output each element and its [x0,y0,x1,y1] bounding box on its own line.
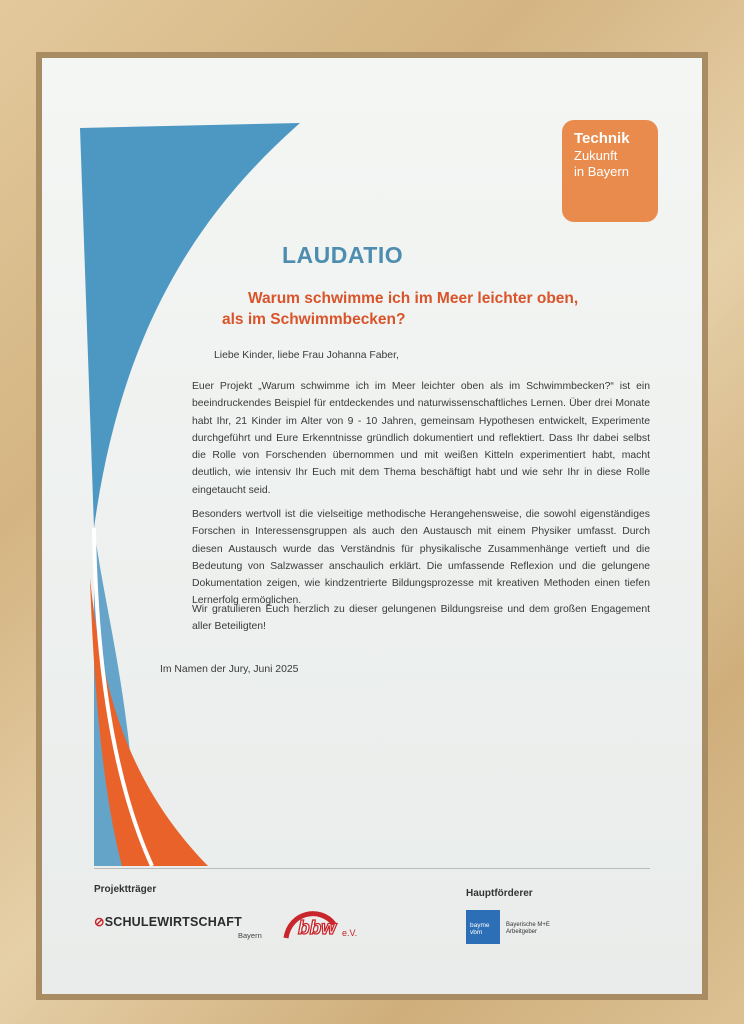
bayme-text: Bayerische M+E Arbeitgeber [506,922,550,935]
sponsor-label: Projektträger [94,884,157,895]
footer-divider [94,868,650,869]
schulewirtschaft-logo [94,914,242,929]
logo-line-2: Zukunft [574,148,618,163]
paragraph-3: Wir gratulieren Euch herzlich zu dieser gelungenen Bildungsreise und dem großen Engagement aller Beteiligten! [192,604,650,633]
subtitle-line-1: Warum schwimme ich im Meer leichter oben, [248,290,579,307]
logo-line-1: Technik [574,130,630,147]
check-icon: ⊘ [94,915,105,929]
main-sponsor-label: Hauptförderer [466,888,533,899]
paragraph-1: Euer Projekt „Warum schwimme ich im Meer leichter oben als im Schwimmbecken?“ ist ein beeindruckendes Beispiel für entdeckendes und naturwissenschaftliches Lernen. Über drei Monate habt Ihr, 21 Kinder im Alter von 9 - 10 Jahren, gemeinsam Hypothesen entwickelt, Experimente durchgeführt und Eure Erkenntnisse gründlich dokumentiert und reflektiert. Dass Ihr dabei selbst die Rolle von Forschenden übernommen und mit weißen Kitteln experimentiert habt, macht deutlich, wie intensiv Ihr Euch mit dem Thema beschäftigt habt und wie sehr Ihr in diese Rolle eingetaucht seid. [192,381,650,496]
signoff: Im Namen der Jury, Juni 2025 [160,664,299,675]
greeting: Liebe Kinder, liebe Frau Johanna Faber, [214,350,399,361]
bayme-logo: bayme vbm [466,910,500,944]
subtitle-line-2: als im Schwimmbecken? [222,311,406,328]
certificate-paper [42,58,702,994]
subtitle [222,288,582,330]
page-title: LAUDATIO [282,242,404,268]
bbw-text: bbw [298,918,336,939]
technik-zukunft-logo [562,120,658,222]
schulewirtschaft-name: SCHULEWIRTSCHAFT [104,915,242,929]
bbw-logo [280,904,370,949]
paragraph-2: Besonders wertvoll ist die vielseitige methodische Herangehensweise, die sowohl eigenständiges Forschen in Interessensgruppen als auch den Austausch mit einem Physiker umfasst. Durch diesen Austausch wurde das Verständnis für physikalische Zusammenhänge vertieft und die Bedeutung von Salzwasser anschaulich erklärt. Die umfassende Reflexion und die gelungene Dokumentation zeigen, wie kindzentrierte Bildungsprozesse mit kreativen Methoden einen tiefen Lernerfolg ermöglichen. [192,509,650,607]
logo-line-3: in Bayern [574,164,629,179]
bbw-suffix: e.V. [342,928,358,938]
schulewirtschaft-sub: Bayern [238,931,262,940]
